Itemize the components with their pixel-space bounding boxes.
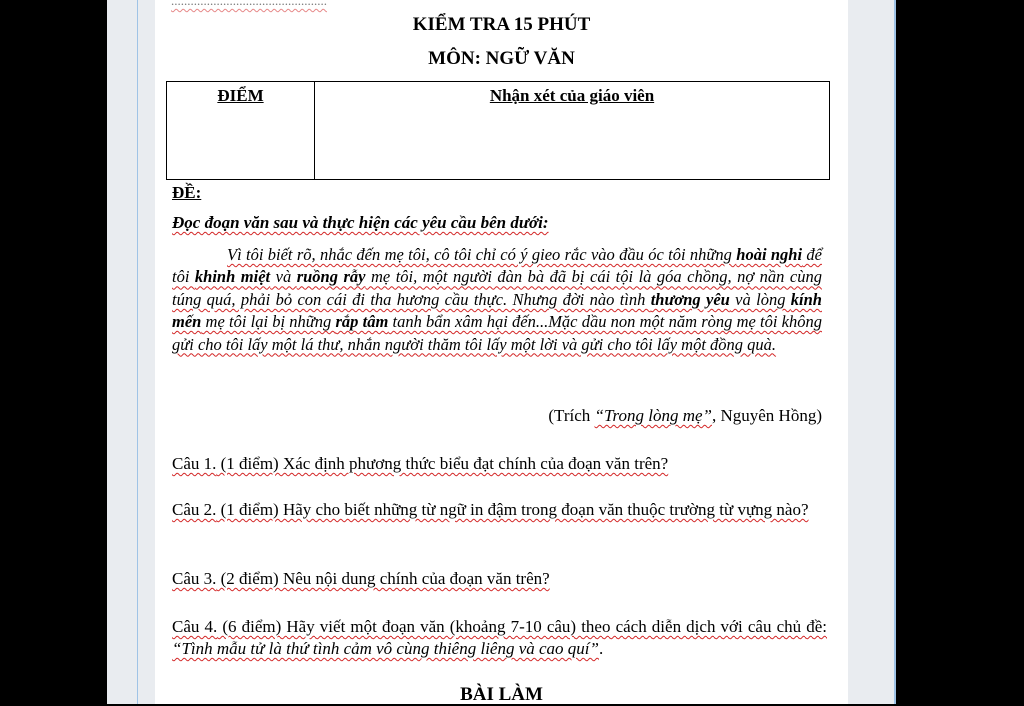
question-3	[172, 568, 827, 590]
citation-author: , Nguyên Hồng)	[711, 406, 822, 425]
bold-phrase: thương yêu	[650, 289, 730, 309]
viewer-border-right	[894, 0, 896, 704]
passage-text: mẹ tôi lại bị những	[201, 312, 336, 332]
passage-text: mẹ tôi, một người đàn bà đã bị cái tội là góa chồng, nợ nần cùng túng quá, phải bỏ con cái đi tha hương cầu thực. Nhưng đời nào tình	[172, 267, 822, 309]
instruction: Đọc đoạn văn sau và thực hiện các yêu cầu bên dưới:	[172, 213, 549, 232]
citation-work: “Trong lòng mẹ”	[594, 406, 712, 425]
bold-phrase: rắp tâm	[335, 312, 389, 332]
score-cell	[167, 82, 315, 180]
exam-subject: MÔN: NGỮ VĂN	[428, 48, 575, 69]
de-label: ĐỀ:	[172, 183, 202, 202]
question-text: (1 điểm) Hãy cho biết những từ ngữ in đậm trong đoạn văn thuộc trường từ vựng nào?	[216, 500, 809, 519]
question-label: Câu 2.	[172, 500, 217, 519]
question-label: Câu 1.	[172, 454, 217, 473]
exam-title: KIỂM TRA 15 PHÚT	[412, 14, 591, 35]
question-text: (2 điểm) Nêu nội dung chính của đoạn văn trên?	[216, 569, 550, 588]
question-quote: “Tình mẫu tử là thứ tình cảm vô cùng thiêng liêng và cao quí”	[172, 639, 599, 658]
passage-text: Vì tôi biết rõ, nhắc đến mẹ tôi, cô tôi chỉ có ý gieo rắc vào đầu óc tôi những	[227, 245, 737, 264]
question-text: (6 điểm) Hãy viết một đoạn văn (khoảng 7-10 câu) theo cách diễn dịch với câu chủ đề:	[217, 617, 827, 636]
question-label: Câu 4.	[172, 617, 218, 636]
question-end: .	[598, 639, 604, 658]
passage-text: và	[270, 267, 297, 287]
question-1	[172, 453, 827, 475]
question-4	[172, 616, 827, 660]
bold-phrase: kính mến	[172, 289, 822, 332]
bold-phrase: hoài nghi	[736, 245, 803, 264]
bold-phrase: khinh miệt	[194, 267, 271, 287]
score-table	[166, 81, 830, 180]
question-text: (1 điểm) Xác định phương thức biểu đạt chính của đoạn văn trên?	[216, 454, 669, 473]
passage-text: tanh bẩn xâm hại đến...Mặc dầu non một năm ròng mẹ tôi không gửi cho tôi lấy một lá thư, nhắn người thăm tôi lấy một lời và gửi cho tôi lấy một đồng quà.	[172, 312, 822, 354]
citation	[172, 405, 822, 427]
document-viewer	[107, 0, 896, 704]
document-page	[155, 0, 848, 704]
viewer-border-left	[137, 0, 138, 704]
answer-heading: BÀI LÀM	[460, 684, 543, 705]
cutoff-text: ................................................	[171, 0, 327, 8]
reading-passage	[172, 244, 822, 356]
comment-cell	[315, 82, 830, 180]
bold-phrase: ruồng rẫy	[296, 267, 366, 287]
comment-header: Nhận xét của giáo viên	[489, 86, 655, 105]
score-header: ĐIỂM	[217, 86, 264, 105]
question-label: Câu 3.	[172, 569, 217, 588]
citation-prefix: (Trích	[548, 406, 595, 425]
question-2	[172, 499, 827, 521]
passage-text: để tôi	[172, 245, 822, 287]
passage-text: và lòng	[729, 289, 791, 309]
